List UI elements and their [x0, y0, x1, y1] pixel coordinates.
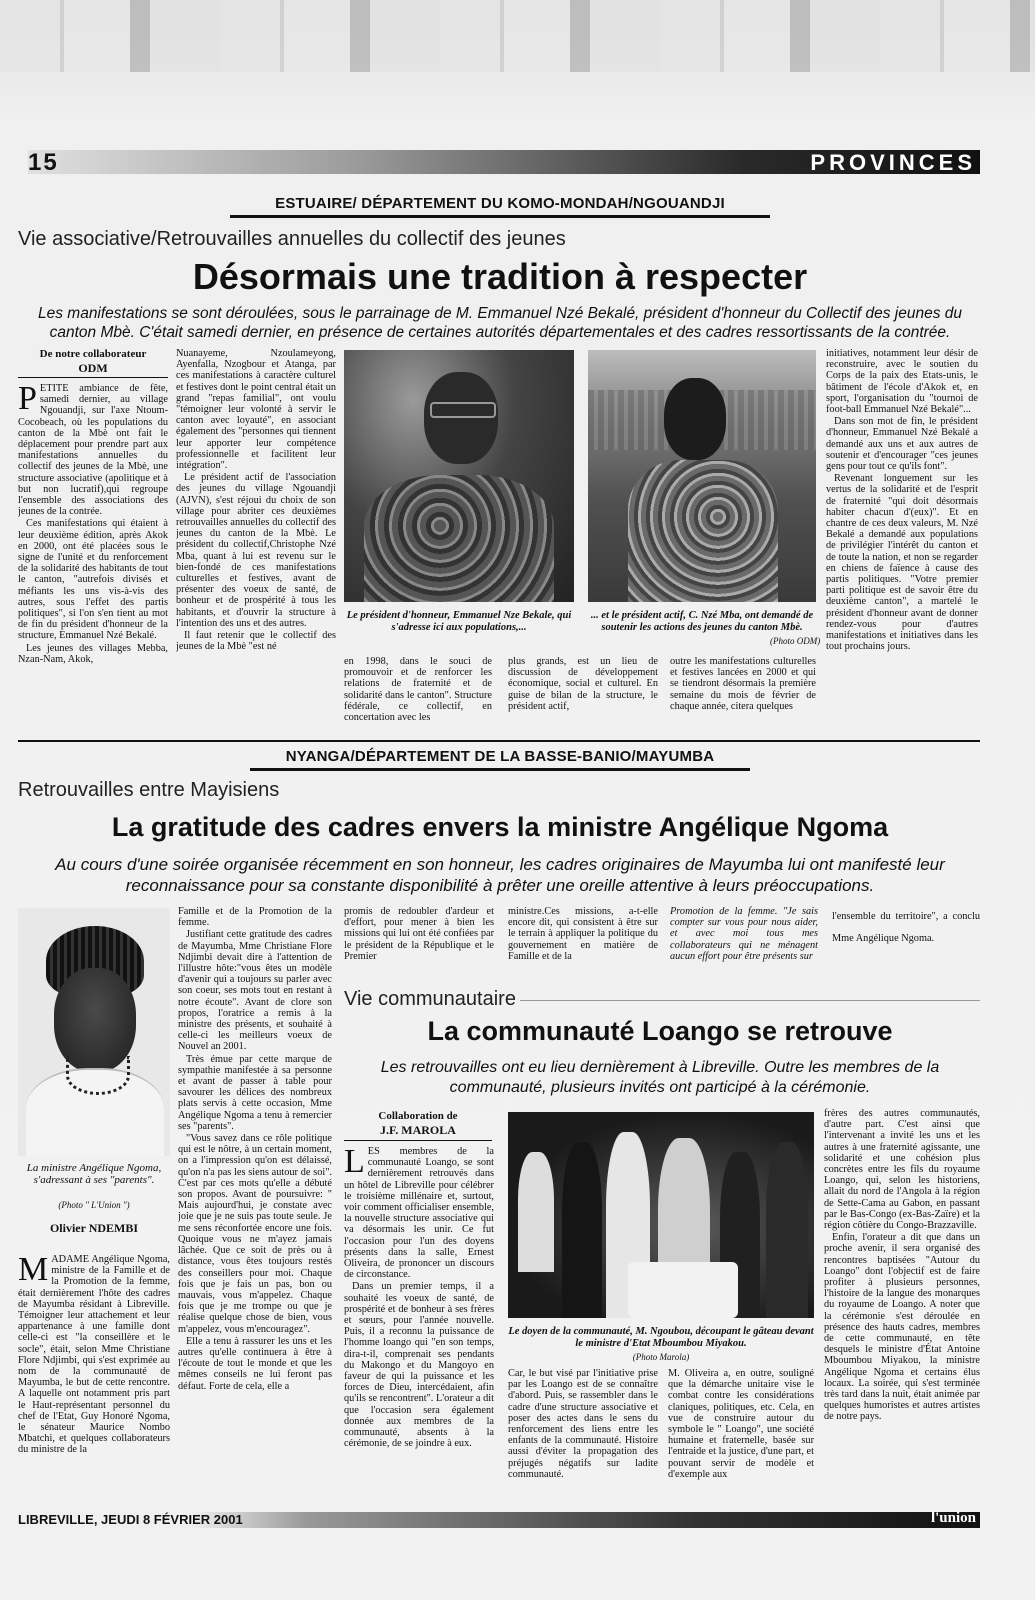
article2-caption-credit: (Photo " L'Union "): [58, 1200, 130, 1210]
paragraph: Dans son mot de fin, le président d'honneur, Emmanuel Nzé Bekalé a demandé aux uns et aux autres de soutenir et d'encourager "ces jeunes gens pour tout ce qu'ils font".: [826, 416, 978, 473]
photo-honorary-president: [344, 350, 574, 602]
article1-tag-rule: [230, 215, 770, 218]
article3-byline-rule: [344, 1140, 492, 1141]
footer-masthead: l'union: [930, 1510, 976, 1526]
article3-kicker-rule: [520, 1000, 980, 1001]
article3-dropcap: L: [344, 1146, 365, 1180]
article3-column-1: [344, 1146, 494, 1506]
article3-caption-credit: (Photo Marola): [632, 1352, 690, 1362]
article1-byline-intro: De notre collaborateur: [39, 348, 147, 360]
article2-column-6: [832, 906, 980, 974]
article1-lead: Les manifestations se sont déroulées, sous le parrainage de M. Emmanuel Nzé Bekalé, président d'honneur du Collectif des jeunes du canton Mbè. C'était samedi dernier, en présence de certaines autorités départementales et des cadres ressortissants de la contrée.: [37, 305, 963, 341]
photo-minister-ngoma: [18, 908, 170, 1156]
article2-caption: La ministre Angélique Ngoma, s'adressant à ses "parents".: [26, 1162, 162, 1186]
article3-kicker: Vie communautaire: [344, 988, 516, 1010]
photo-loango-ceremony: [508, 1112, 814, 1318]
article2-section-tag: NYANGA/DÉPARTEMENT DE LA BASSE-BANIO/MAYUMBA: [285, 748, 715, 765]
article1-caption-2: ... et le président actif, C. Nzé Mba, ont demandé de soutenir les actions des jeunes du canton Mbè.: [590, 610, 814, 633]
article2-column-4: [508, 906, 658, 974]
paragraph: Très émue par cette marque de sympathie manifestée à sa personne et avant de passer à table pour savourer les délices des nombreux plats servis à cette occasion, Mme Angélique Ngoma a tenu à remercier ses "parents".: [178, 1053, 332, 1132]
article1-byline-rule: [18, 377, 168, 378]
article3-caption: Le doyen de la communauté, M. Ngoubou, découpant le gâteau devant le ministre d'Etat Mboumbou Miyakou.: [508, 1326, 814, 1349]
paragraph: Dans un premier temps, il a souhaité les voeux de santé, de prospérité et de bonheur à ses frères et sœurs, pour l'année nouvelle. Puis, il a reconnu la puissance de l'homme loango qui "en son temps, dira-t-il, comprenait ses pendants du Makongo et du Mangoyo en faveur de qui la puissance et les forces de Dieu, intercédaient, afin qu'ils se rencontrent". L'orateur a dit que l'occasion sera également donnée aux membres de la communauté, absents à la cérémonie, de se joindre à eux.: [344, 1281, 494, 1450]
article1-byline-name: ODM: [78, 361, 108, 375]
scan-top-edge: [0, 0, 1035, 72]
article2-headline: La gratitude des cadres envers la ministre Angélique Ngoma: [111, 812, 889, 842]
article3-byline-name: J.F. MAROLA: [380, 1123, 456, 1137]
article2-column-3: [344, 906, 494, 974]
article1-caption-1: Le président d'honneur, Emmanuel Nze Bekale, qui s'adresse ici aux populations,...: [346, 610, 572, 633]
article2-lead: Au cours d'une soirée organisée récemment en son honneur, les cadres originaires de Mayumba lui ont manifesté leur reconnaissance pour sa constante disponibilité à prêter une oreille attentive à leurs préoccupations.: [55, 855, 945, 895]
article1-column-2: [176, 348, 336, 736]
paragraph: promis de redoubler d'ardeur et d'effort, pour mener à bien les missions qui lui ont été confiées par le président de la République et le Premier: [344, 906, 494, 962]
article1-column-1: [18, 383, 168, 735]
paragraph: plus grands, est un lieu de discussion de développement économique, social et culturel. En guise de bilan de la structure, le président actif,: [508, 656, 658, 712]
article1-caption-2-credit: (Photo ODM): [770, 636, 821, 646]
paragraph: Il faut retenir que le collectif des jeunes de la Mbè "est né: [176, 630, 336, 653]
paragraph: Ces manifestations qui étaient à leur deuxième édition, après Akok en 2000, ont été placées sous le signe de l'unité et du renforcement de la solidarité des habitants de tout le canton, "autrefois divisés et méfiants les uns vis-à-vis des autres, sous l'effet des partis politiques", si l'on s'en tient au mot de fin du président d'honneur de la structure, Emmanuel Nzé Bekalé.: [18, 518, 168, 642]
footer-dateline: LIBREVILLE, JEUDI 8 FÉVRIER 2001: [18, 1512, 243, 1527]
paragraph: ETITE ambiance de fête, samedi dernier, au village Ngouandji, sur l'axe Ntoum-Cocobeach, où les populations du canton de la Mbè ont fait le déplacement pour prendre part aux manifestations annuelles du collectif des jeunes de la Mbè, une structure associative (apolitique et à but non lucratif),qui regroupe l'ensemble des associations des jeunes de la contrée.: [18, 383, 168, 518]
photo-active-president: [588, 350, 816, 602]
paragraph: Le président actif de l'association des jeunes du village Ngouandji (AJVN), s'est réjoui du choix de son village pour abriter ces deuxièmes retrouvailles annuelles du collectif des jeunes du canton de la Mbè. Le président du collectif,Christophe Nzé Mba, quant à lui est revenu sur le bien-fondé de ces manifestations culturelles et festives, avant de présenter des voeux de santé, de bonheur et de prospérité à tous les habitants, et d'ouvrir la structure à l'intention des uns et des autres.: [176, 472, 336, 629]
paragraph: Les jeunes des villages Mebba, Nzan-Nam, Akok,: [18, 642, 168, 665]
paragraph: Justifiant cette gratitude des cadres de Mayumba, Mme Christiane Flore Ndjimbi devait dire à l'attention de l'illustre hôte:"vous êtes un modèle d'avenir qui a toujours su parler avec son coeur, ses mots tout en restant à notre écoute". Avant de clore son propos, l'oratrice a remis à la ministre des présents, et souhaité à celle-ci les meilleurs voeux de Nouvel an 2001.: [178, 929, 332, 1053]
paragraph: ADAME Angélique Ngoma, ministre de la Famille et de la Promotion de la femme, était dernièrement l'hôte des cadres de Mayumba résidant à Libreville. Témoigner leur attachement et leur appartenance à une famille dont celle-ci est "la conseillère et le socle", était, selon Mme Christiane Flore Ndjimbi, qui s'est exprimée au nom de la communauté de Mayumba, le but de cette rencontre. A laquelle ont notamment pris part le Haut-représentant personnel du chef de l'Etat, Guy Honoré Ngoma, le sénateur Maurice Nombo Mbatchi, et quelques collaborateurs du ministre de la: [18, 1254, 170, 1456]
article3-column-2: [508, 1368, 658, 1506]
paragraph: "Vous savez dans ce rôle politique qui est le nôtre, à un certain moment, on a l'impression qu'on est délaissé, qu'on n'a pas les siens autour de soi". C'est par ces mots qu'elle a débuté son propos. Avant de poursuivre: " Mais aujourd'hui, je constate avec joie que je ne suis pas toute seule. Je me sens réconfortée encore une fois. Quoique vous ne m'ayez jamais lâchée. Que ce soit de près ou à distance, vous êtes toujours restés des conseillers pour moi. Chaque fois que je fais un pas, bon ou mauvais, vous m'appelez. Chaque fois que je me trompe ou que je réalise quelque chose de bien, vous m'appelez, vous m'encouragez".: [178, 1133, 332, 1335]
paragraph: en 1998, dans le souci de promouvoir et de renforcer les relations de fraternité et de solidarité dans le canton". Structure fédérale, ce collectif, en concertation avec les: [344, 656, 492, 724]
article2-author: Olivier NDEMBI: [49, 1221, 139, 1235]
paragraph: initiatives, notamment leur désir de reconstruire, avec le soutien du Corps de la paix des Etats-unis, le bâtiment de l'école d'Akok et, en sport, l'organisation du "tournoi de foot-ball Emmanuel Nzé Bekalé"...: [826, 348, 978, 416]
article1-headline: Désormais une tradition à respecter: [192, 256, 808, 297]
article2-kicker: Retrouvailles entre Mayisiens: [18, 779, 280, 801]
article2-dropcap: M: [18, 1254, 49, 1288]
paragraph: Revenant longuement sur les vertus de la solidarité et de l'esprit de fraternité "qui doit désormais habiter chacun d'(eux)". Et en chantre de ces deux valeurs, M. Nzé Bekalé a demandé aux populations de privilégier l'intérêt du canton et de toute la nation, et non se regarder en chiens de faïence à cause des partis politiques. "Votre premier parti politique est de savoir être du deuxième canton", a martelé le président d'honneur avant de donner rendez-vous pour d'autres manifestations et initiatives dans les tout prochains jours.: [826, 473, 978, 653]
paragraph: M. Oliveira a, en outre, souligné que la démarche unitaire vise le combat contre les considérations claniques, politiques, etc. Cela, en vue de construire autour du symbole le " Loango", une société humaine et fraternelle, basée sur l'entraide et la justice, d'une part, et pouvant servir de modèle et d'exemple aux: [668, 1368, 814, 1480]
article1-bottom-rule: [18, 740, 980, 742]
article2-column-1: [18, 1254, 170, 1506]
paragraph: ES membres de la communauté Loango, se sont dernièrement retrouvés dans un hôtel de Libreville pour célébrer le troisième millénaire et, surtout, voir comment officialiser ensemble, la nouvelle structure associative qui va désormais les unir. Ce fut l'occasion pour l'un des doyens présents dans la salle, Ernest Oliveira, de prononcer un discours de circonstance.: [344, 1146, 494, 1281]
article2-tag-rule: [250, 768, 750, 771]
paragraph: Nuanayeme, Nzoulameyong, Ayenfalla, Nzogbour et Atanga, par ces manifestations à caractère culturel et festives dont le point central était un grand "repas familial", ont voulu "témoigner leur volonté à servir le canton avec loyauté", en associant également des "personnes qui tiennent leur apporter leur compétence professionnelle et facilitent leur intégration".: [176, 348, 336, 472]
article1-dropcap: P: [18, 383, 37, 417]
article1-column-5: [670, 656, 816, 736]
paragraph: outre les manifestations culturelles et festives lancées en 2000 et qui se tiendront désormais la première semaine du mois de février de chaque année, citera quelques: [670, 656, 816, 712]
article2-column-2: [178, 906, 332, 1508]
article3-byline-intro: Collaboration de: [378, 1110, 458, 1122]
paragraph: Promotion de la femme. "Je sais compter sur vous pour nous aider, et avec moi tous mes collaborateurs qui ne ménagent aucun effort pour être présents sur: [670, 906, 818, 962]
article3-lead: Les retrouvailles ont eu lieu dernièrement à Libreville. Outre les membres de la communauté, plusieurs invités ont participé à la cérémonie.: [380, 1059, 940, 1096]
article2-column-5: [670, 906, 818, 974]
article1-column-4: [508, 656, 658, 736]
paragraph: Famille et de la Promotion de la femme.: [178, 906, 332, 929]
paragraph: ministre.Ces missions, a-t-elle encore dit, qui consistent à être sur le terrain à appliquer la politique du gouvernement en matière de Famille et de la: [508, 906, 658, 962]
article3-headline: La communauté Loango se retrouve: [427, 1016, 893, 1046]
article1-kicker: Vie associative/Retrouvailles annuelles du collectif des jeunes: [18, 228, 566, 250]
article1-column-3: [344, 656, 492, 736]
page-number: 15: [28, 149, 59, 176]
article1-column-6: [826, 348, 978, 736]
paragraph: Elle a tenu à rassurer les uns et les autres qu'elle continuera à être à l'écoute de tout le monde et que les mêmes conseils ne lui feront pas défaut. Forte de cela, elle a: [178, 1335, 332, 1392]
paragraph: Car, le but visé par l'initiative prise par les Loango est de se connaître d'abord. Puis, se rassembler dans le cadre d'une structure associative et poser des actes dans le sens du renforcement des liens entre les enfants de la communauté. Histoire aussi d'éviter la propagation des préjugés négatifs sur ladite communauté.: [508, 1368, 658, 1480]
paragraph: l'ensemble du territoire", a conclu Mme Angélique Ngoma.: [832, 911, 980, 944]
section-title: PROVINCES: [810, 150, 976, 175]
article3-column-4: [824, 1108, 980, 1506]
article1-section-tag: ESTUAIRE/ DÉPARTEMENT DU KOMO-MONDAH/NGOUANDJI: [275, 195, 725, 212]
article3-column-3: [668, 1368, 814, 1506]
paragraph: Enfin, l'orateur a dit que dans un proche avenir, il sera organisé des rencontres baptisées "Autour du Loango" dont l'objectif est de faire profiter à plusieurs personnes, l'histoire de la langue des monarques du royaume de Loango. A noter que la cérémonie s'est déroulée en présence des hauts cadres, membres de cette communauté, en tête desquels le ministre d'État Antoine Mboumbou Miyakou, la ministre Angélique Ngoma et certains élus locaux. La soirée, qui s'est terminée très tard dans la nuit, était animée par quelques humoristes et autres artistes de notre pays.: [824, 1232, 980, 1423]
paragraph: frères des autres communautés, d'autre part. C'est ainsi que l'intervenant a invité les uns et les autres à une fraternité agissante, une solidarité et une cohésion plus concrètes entre les fils du royaume Loango, qui, selon les historiens, allait du nord de l'Angola à la région de Sette-Cama au Gabon, en passant par le Bas-Congo (ex-Bas-Zaïre) et la région côtière du Congo-Brazzaville.: [824, 1108, 980, 1232]
